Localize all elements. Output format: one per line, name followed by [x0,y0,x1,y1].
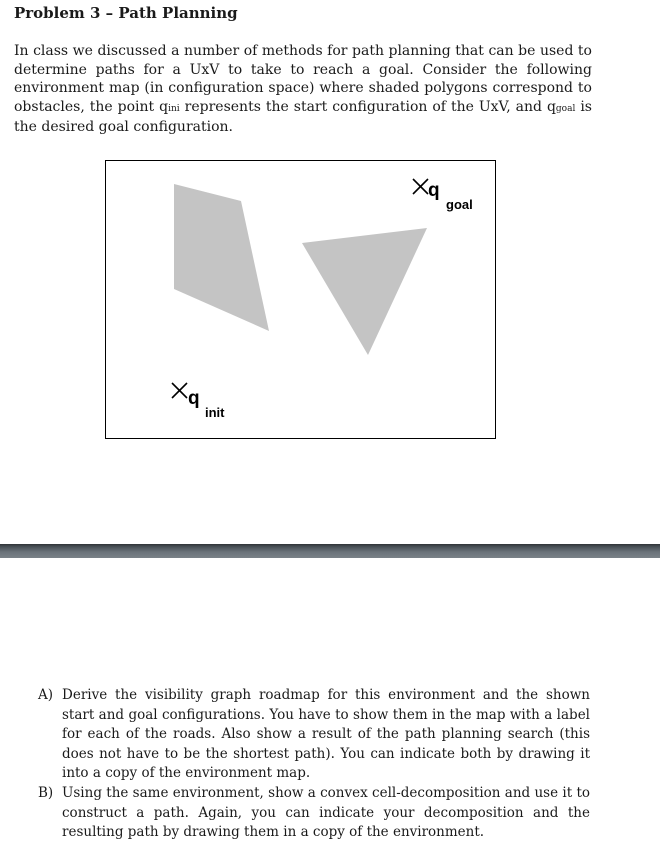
intro-text-2: represents the start configuration of the UxV, and q [179,98,556,115]
obstacle-quadrilateral [174,184,269,331]
question-a-letter: A) [38,687,54,703]
question-a-text: Derive the visibility graph roadmap for this environment and the shown start and goal configurations. You have to show them in the map with a label for each of the roads. Also show a result of the path planning search (this does not have to be the shortest path). You can indicate both by drawing it into a copy of the environment map. [62,687,590,782]
start-label: init [205,405,225,420]
goal-marker-icon [413,179,428,194]
goal-label: goal [446,197,473,212]
question-b [38,784,590,843]
page-separator [0,544,660,558]
start-marker-icon [172,383,187,398]
question-b-text: Using the same environment, show a convex cell-decomposition and use it to construct a path. Again, you can indicate your decomposition and the resulting path by drawing them in a copy of the environment. [62,784,590,841]
question-b-letter: B) [38,784,54,801]
goal-q-symbol: q [428,180,440,201]
obstacle-triangle [302,228,427,355]
question-a [38,686,590,784]
environment-drawing [106,161,497,440]
question-list [38,686,590,843]
environment-map [105,160,496,439]
intro-subscript-ini: ini [168,103,180,114]
intro-text-3: is the desired goal configuration. [14,98,592,135]
start-q-symbol: q [188,388,200,409]
intro-text-1: In class we discussed a number of methods for path planning that can be used to determine paths for a UxV to take to reach a goal. Consider the following environment map (in configuration space) where shaded polygons correspond to obstacles, the point q [14,43,592,115]
problem-intro [14,42,592,137]
problem-title: Problem 3 – Path Planning [14,4,238,22]
intro-subscript-goal: goal [555,103,576,114]
